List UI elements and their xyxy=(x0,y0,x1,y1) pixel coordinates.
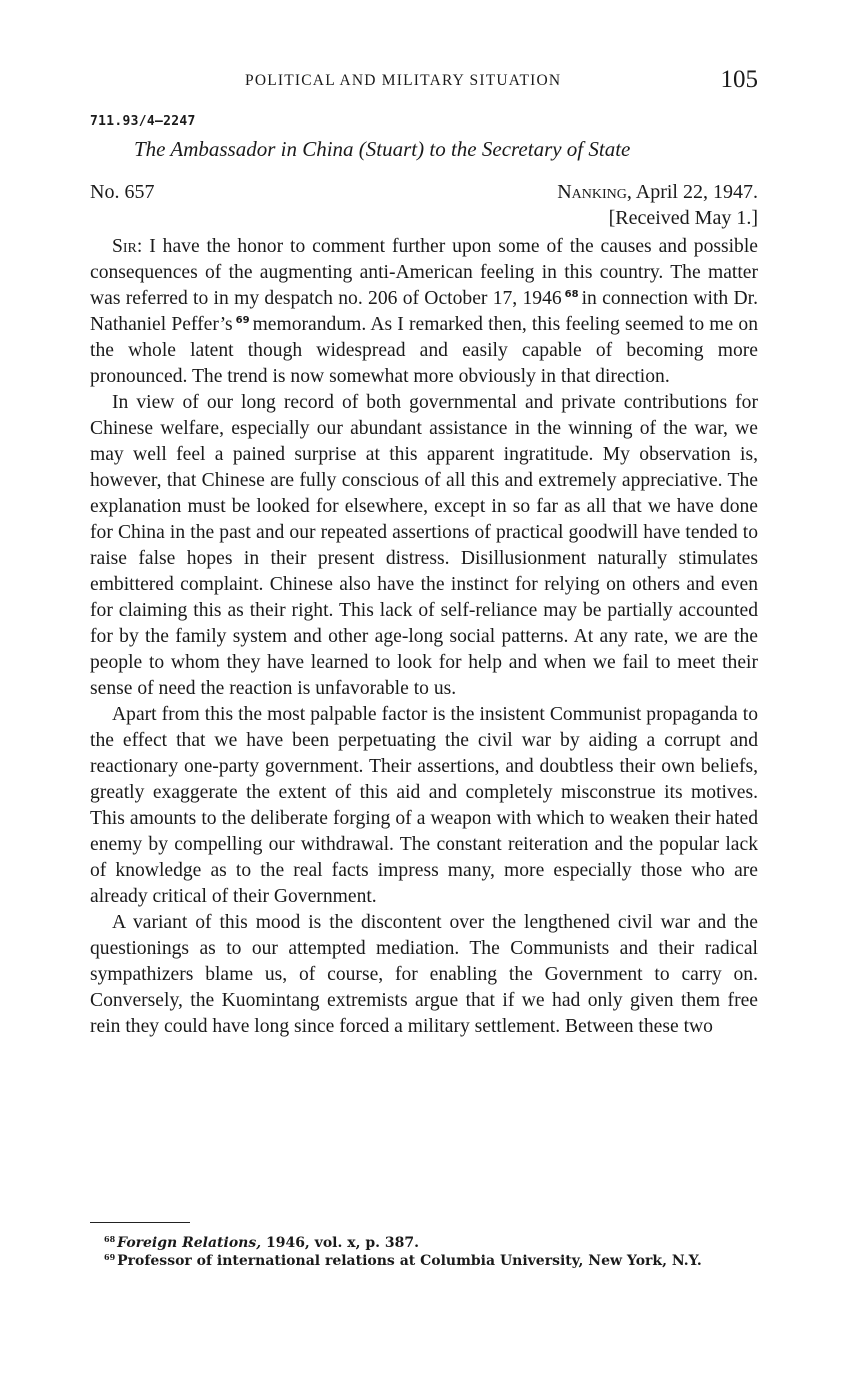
footnote-ref-68[interactable]: 68 xyxy=(564,289,579,300)
paragraph-1 xyxy=(90,234,758,390)
running-header xyxy=(90,66,758,96)
footnote-ref-69[interactable]: 69 xyxy=(235,315,250,326)
dateline-place: Nanking xyxy=(557,181,627,203)
footnote-68 xyxy=(104,1234,764,1252)
paragraph-1-part-b: in connection with Dr. Nathaniel Peffer’s xyxy=(90,288,758,335)
salutation: Sir xyxy=(112,236,137,257)
dateline xyxy=(557,181,758,204)
file-number: 711.93/4–2247 xyxy=(90,114,196,129)
paragraph-2: In view of our long record of both governmental and private contributions for Chinese welfare, especially our abundant assistance in the winning of the war, we may well feel a pained surprise at this apparent ingratitude. My observation is, however, that Chinese are fully conscious of all this and extremely appreciative. The explanation must be looked for elsewhere, except in so far as all that we have done for China in the past and our repeated assertions of practical goodwill have tended to raise false hopes in their present distress. Disillusionment naturally stimulates embittered complaint. Chinese also have the instinct for relying on others and even for claiming this as their right. This lack of self-reliance may be partially accounted for by the family system and other age-long social patterns. At any rate, we are the people to whom they have learned to look for help and when we fail to meet their sense of need the reaction is unfavorable to us. xyxy=(90,392,758,699)
paragraph-1-part-a: : I have the honor to comment further upon some of the causes and possible consequences of the augmenting anti-American feeling in this country. The matter was referred to in my despatch no. 206 of October 17, 1946 xyxy=(90,236,758,309)
footnote-mark: 69 xyxy=(104,1252,116,1262)
paragraph-3: Apart from this the most palpable factor is the insistent Communist propaganda to the effect that we have been perpetuating the civil war by aiding a corrupt and reactionary one-party government. Their assertions, and doubtless their own beliefs, greatly exaggerate the extent of this aid and completely misconstrue its motives. This amounts to the deliberate forging of a weapon with which to weaken their hated enemy by compelling our withdrawal. The constant reiteration and the popular lack of knowledge as to the real facts impress many, more especially those who are already critical of their Government. xyxy=(90,704,758,907)
page-number: 105 xyxy=(720,66,758,93)
footnote-source-title: Foreign Relations, xyxy=(117,1235,262,1251)
letter-body xyxy=(90,234,758,1040)
paragraph-1-part-c: memorandum. As I remarked then, this feeling seemed to me on the whole latent though widespread and easily capable of becoming more pronounced. The trend is now somewhat more obviously in that direction. xyxy=(90,314,758,387)
received-note: [Received May 1.] xyxy=(608,207,758,229)
document-heading: The Ambassador in China (Stuart) to the Secretary of State xyxy=(134,137,631,161)
running-title: POLITICAL AND MILITARY SITUATION xyxy=(245,72,562,89)
footnote-text: Professor of international relations at Columbia University, New York, N.Y. xyxy=(117,1253,702,1269)
footnote-mark: 68 xyxy=(104,1234,116,1244)
footnotes xyxy=(104,1234,764,1270)
footnote-text: 1946, vol. x, p. 387. xyxy=(261,1235,419,1251)
despatch-number: No. 657 xyxy=(90,181,155,203)
footnote-69 xyxy=(104,1252,764,1270)
dateline-date: , April 22, 1947. xyxy=(626,181,758,203)
paragraph-4: A variant of this mood is the discontent over the lengthened civil war and the questionings as to our attempted mediation. The Communists and their radical sympathizers blame us, of course, for enabling the Government to carry on. Conversely, the Kuomintang extremists argue that if we had only given them free rein they could have long since forced a military settlement. Between these two xyxy=(90,912,758,1037)
footnote-divider xyxy=(90,1222,190,1223)
